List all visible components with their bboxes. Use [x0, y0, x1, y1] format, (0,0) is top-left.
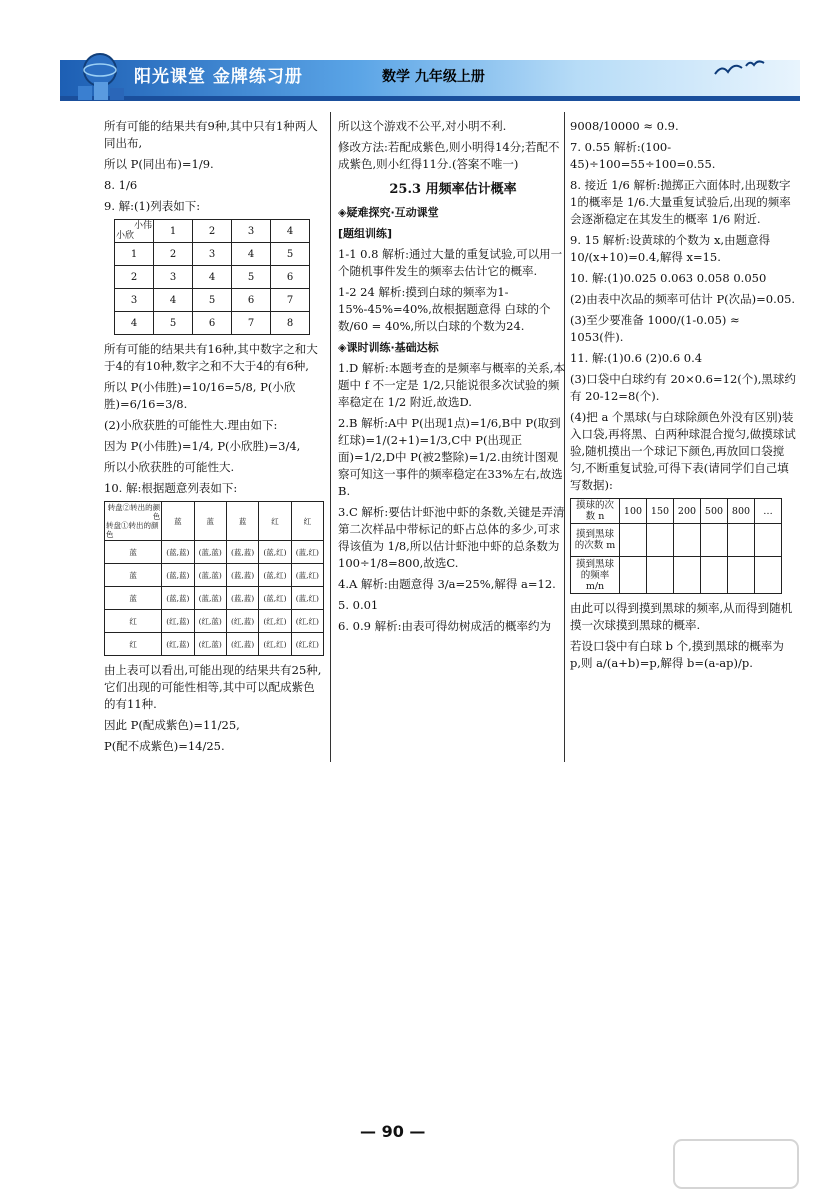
table-cell: 4: [115, 312, 154, 335]
table-row: [115, 312, 310, 335]
text-c1-p9: 所以小欣获胜的可能性大.: [104, 460, 235, 474]
table-cell: [620, 557, 647, 594]
table-cell: (蓝,蓝): [194, 587, 226, 610]
table-cell: 1: [115, 243, 154, 266]
table-cell: 3: [232, 220, 271, 243]
table-cell: [755, 557, 782, 594]
table-cell: 3: [154, 266, 193, 289]
page-header: [60, 48, 800, 106]
table-cell: (蓝,蓝): [226, 587, 258, 610]
text-c1-p13: P(配不成紫色)=14/25.: [104, 739, 225, 753]
table-cell: 4: [193, 266, 232, 289]
table-cell: (红,蓝): [162, 610, 194, 633]
text-c1-p7: (2)小欣获胜的可能性大.理由如下:: [104, 418, 278, 432]
table-cell: (蓝,蓝): [162, 541, 194, 564]
table-cell: 3: [115, 289, 154, 312]
text-c3-p9: (3)口袋中白球约有 20×0.6=12(个),黑球约有 20-12=8(个).: [570, 372, 796, 403]
table-cell: [728, 524, 755, 557]
text-c2-p4: 1-2 24 解析:摸到白球的频率为1-15%-45%=40%,故根据题意得 白球的个数/60 = 40%,所以白球的个数为24.: [338, 285, 551, 333]
table-cell: 6: [271, 266, 310, 289]
text-c3-p6: (2)由表中次品的频率可估计 P(次品)=0.05.: [570, 292, 796, 306]
text-c2-p10: 6. 0.9 解析:由表可得幼树成活的概率约为: [338, 619, 551, 633]
table-cell: 摸到黑球的频率 m/n: [571, 557, 620, 594]
text-c1-p3: 8. 1/6: [104, 178, 138, 192]
text-c2-p7: 3.C 解析:要估计虾池中虾的条数,关键是弄清第二次样品中带标记的虾占总体的多少,可求得该值为 1/8,所以估计虾池中虾的总条数为 100÷1/8=800,故选C.: [338, 505, 565, 570]
text-c3-p1: 9008/10000 ≈ 0.9.: [570, 119, 679, 133]
table-cell: (红,蓝): [226, 633, 258, 656]
table-cell: [647, 524, 674, 557]
table-cell: (蓝,红): [291, 587, 323, 610]
table-cell: 100: [620, 499, 647, 524]
table-cell: [674, 557, 701, 594]
table-cell: 6: [193, 312, 232, 335]
table-cell: 6: [232, 289, 271, 312]
table-cell: 7: [271, 289, 310, 312]
table-cell: 红: [105, 633, 162, 656]
table-cell: [701, 524, 728, 557]
table-row: [105, 587, 324, 610]
text-c3-p4: 9. 15 解析:设黄球的个数为 x,由题意得 10/(x+10)=0.4,解得 x=15.: [570, 233, 771, 264]
globe-logo-icon: [70, 50, 130, 102]
watermark-logo-icon: [672, 1136, 800, 1192]
text-c2-p6: 2.B 解析:A中 P(出现1点)=1/6,B中 P(取到红球)=1/(2+1)=1/3,C中 P(出现正面)=1/2,D中 P(被2整除)=1/2.由统计图观察可知这一事件的频率稳定在33%左右,故选B.: [338, 416, 563, 498]
table-cell: (蓝,蓝): [226, 541, 258, 564]
subject-title: 数学 九年级上册: [382, 69, 485, 85]
table-cell: 蓝: [105, 541, 162, 564]
text-c1-p2: 所以 P(同出布)=1/9.: [104, 157, 214, 171]
table-cell: 5: [154, 312, 193, 335]
table-row: [115, 243, 310, 266]
text-c3-p5: 10. 解:(1)0.025 0.063 0.058 0.050: [570, 271, 767, 285]
text-c2-p3: 1-1 0.8 解析:通过大量的重复试验,可以用一个随机事件发生的频率去估计它的概率.: [338, 247, 563, 278]
section-title: 25.3 用频率估计概率: [389, 182, 517, 197]
table-cell: 1: [154, 220, 193, 243]
table-cell: (蓝,蓝): [162, 564, 194, 587]
text-c3-p12: 若设口袋中有白球 b 个,摸到黑球的概率为 p,则 a/(a+b)=p,解得 b=(a-ap)/p.: [570, 639, 784, 670]
table-cell: 摸球的次数 n: [571, 499, 620, 524]
table-cell: (红,红): [259, 610, 291, 633]
table-cell: 2: [193, 220, 232, 243]
table-cell: (红,红): [291, 610, 323, 633]
table-cell: (蓝,红): [291, 564, 323, 587]
table-row: [571, 499, 782, 524]
page-number: — 90 —: [360, 1122, 426, 1141]
text-c3-p3: 8. 接近 1/6 解析:抛掷正六面体时,出现数字1的概率是 1/6.大量重复试验后,出现的频率会逐渐稳定在其发生的概率 1/6 附近.: [570, 178, 791, 226]
text-c1-p12: 因此 P(配成紫色)=11/25,: [104, 718, 240, 732]
table-row: [105, 541, 324, 564]
table-cell: [647, 557, 674, 594]
table-cell: 2: [154, 243, 193, 266]
table-cell: (红,蓝): [162, 633, 194, 656]
table-cell: (红,红): [291, 633, 323, 656]
table-row: [105, 610, 324, 633]
table-cell: 4: [154, 289, 193, 312]
table-cell: (红,蓝): [226, 610, 258, 633]
table-row: [571, 524, 782, 557]
table-cell: 3: [193, 243, 232, 266]
sum-table-corner: 小伟 小欣: [116, 221, 152, 241]
table-cell: 蓝: [226, 502, 258, 541]
brand-title: 阳光课堂 金牌练习册: [134, 67, 303, 87]
text-c1-p10: 10. 解:根据题意列表如下:: [104, 481, 238, 495]
section-tag-practice: [题组训练]: [338, 227, 393, 240]
table-cell: 蓝: [162, 502, 194, 541]
table-row: [115, 289, 310, 312]
table-cell: 摸到黑球的次数 m: [571, 524, 620, 557]
table-cell: 蓝: [105, 587, 162, 610]
table-cell: 800: [728, 499, 755, 524]
table-cell: 红: [105, 610, 162, 633]
text-c2-p1: 所以这个游戏不公平,对小明不利.: [338, 119, 507, 133]
text-c1-p6: 所以 P(小伟胜)=10/16=5/8, P(小欣胜)=6/16=3/8.: [104, 380, 296, 411]
text-c1-p5: 所有可能的结果共有16种,其中数字之和大于4的有10种,数字之和不大于4的有6种,: [104, 342, 318, 373]
table-cell: 4: [232, 243, 271, 266]
table-cell: (蓝,红): [259, 564, 291, 587]
text-c2-p2: 修改方法:若配成紫色,则小明得14分;若配不成紫色,则小红得11分.(答案不唯一): [338, 140, 560, 171]
column-2: [338, 118, 568, 639]
column-divider-1: [330, 112, 331, 762]
table-cell: 红: [259, 502, 291, 541]
sum-table: [114, 219, 310, 335]
table-cell: 150: [647, 499, 674, 524]
table-cell: (红,蓝): [194, 610, 226, 633]
table-cell: 2: [115, 266, 154, 289]
table-cell: (蓝,红): [291, 541, 323, 564]
table-cell: 蓝: [194, 502, 226, 541]
table-cell: 7: [232, 312, 271, 335]
table-row: [105, 633, 324, 656]
table-cell: 5: [232, 266, 271, 289]
table-cell: 5: [271, 243, 310, 266]
column-1: [104, 118, 324, 759]
table-cell: [701, 557, 728, 594]
table-cell: (红,蓝): [194, 633, 226, 656]
table-cell: (蓝,红): [259, 587, 291, 610]
table-cell: (蓝,蓝): [194, 541, 226, 564]
table-cell: (蓝,红): [259, 541, 291, 564]
table-cell: 4: [271, 220, 310, 243]
table-cell: [620, 524, 647, 557]
text-c3-p7: (3)至少要准备 1000/(1-0.05) ≈ 1053(件).: [570, 313, 740, 344]
table-cell: 蓝: [105, 564, 162, 587]
color-table-corner: 转盘②转出的颜色 转盘①转出的颜色: [106, 503, 161, 539]
birds-icon: [710, 54, 770, 84]
text-c2-p5: 1.D 解析:本题考查的是频率与概率的关系,本题中 f 不一定是 1/2,只能说很多次试验的频率稳定在 1/2 附近,故选D.: [338, 361, 565, 409]
table-cell: (蓝,蓝): [226, 564, 258, 587]
table-row: [571, 557, 782, 594]
table-cell: 5: [193, 289, 232, 312]
column-3: [570, 118, 796, 676]
draw-table: [570, 498, 782, 594]
table-row: [105, 564, 324, 587]
table-row: [115, 266, 310, 289]
text-c3-p8: 11. 解:(1)0.6 (2)0.6 0.4: [570, 351, 703, 365]
color-table: [104, 501, 324, 656]
table-cell: [674, 524, 701, 557]
text-c3-p11: 由此可以得到摸到黑球的频率,从而得到随机摸一次球摸到黑球的概率.: [570, 601, 793, 632]
text-c1-p4: 9. 解:(1)列表如下:: [104, 199, 201, 213]
table-cell: 200: [674, 499, 701, 524]
table-cell: [755, 524, 782, 557]
section-tag-explore: ◈疑难探究·互动课堂: [338, 206, 439, 219]
section-tag-homework: ◈课时训练·基础达标: [338, 341, 439, 354]
text-c1-p8: 因为 P(小伟胜)=1/4, P(小欣胜)=3/4,: [104, 439, 301, 453]
table-cell: (蓝,蓝): [194, 564, 226, 587]
text-c2-p8: 4.A 解析:由题意得 3/a=25%,解得 a=12.: [338, 577, 556, 591]
text-c1-p11: 由上表可以看出,可能出现的结果共有25种,它们出现的可能性相等,其中可以配成紫色的有11种.: [104, 663, 322, 711]
table-cell: 8: [271, 312, 310, 335]
text-c3-p10: (4)把 a 个黑球(与白球除颜色外没有区别)装入口袋,再将黑、白两种球混合搅匀,做摸球试验,随机摸出一个球记下颜色,再放回口袋搅匀,不断重复试验,可得下表(请同学们自己填写数据):: [570, 410, 796, 492]
text-c3-p2: 7. 0.55 解析:(100-45)÷100=55÷100=0.55.: [570, 140, 716, 171]
table-cell: (红,红): [259, 633, 291, 656]
text-c1-p1: 所有可能的结果共有9种,其中只有1种两人同出布,: [104, 119, 318, 150]
text-c2-p9: 5. 0.01: [338, 598, 379, 612]
header-stripe: [60, 96, 800, 101]
table-cell: 红: [291, 502, 323, 541]
table-cell: [728, 557, 755, 594]
table-cell: (蓝,蓝): [162, 587, 194, 610]
table-cell: …: [755, 499, 782, 524]
table-cell: 500: [701, 499, 728, 524]
